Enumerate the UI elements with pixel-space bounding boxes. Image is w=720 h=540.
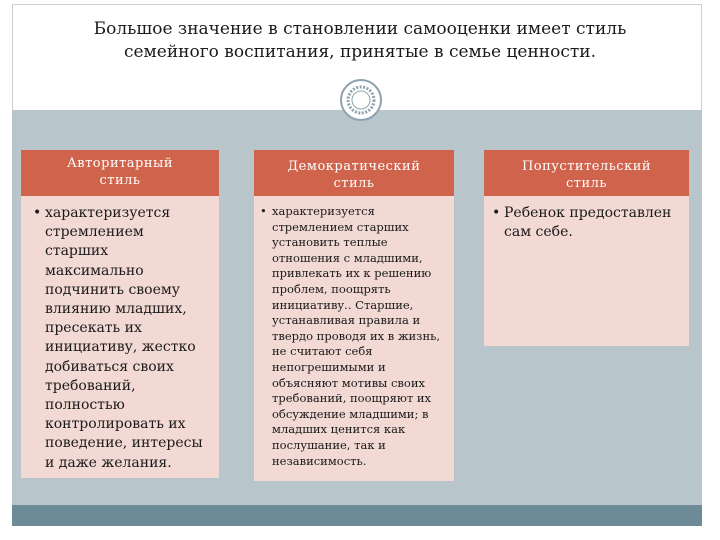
column-permissive-header [484, 150, 689, 196]
column-authoritarian [21, 150, 219, 478]
bottom-strip [12, 505, 702, 526]
column-authoritarian-title: Авторитарный [66, 156, 174, 171]
column-democratic-text: характеризуется стремлением старших установить теплые отношения с младшими, привлекать их к решению проблем, поощрять инициативу.. Старшие, устанавливая правила и твердо проводя их в жизнь, не считают себя непогрешимыми и объясняют мотивы своих требований, поощряют их обсуждение младшими; в младших ценится как послушание, так и независимость. [272, 204, 441, 468]
list-item [492, 204, 681, 242]
column-permissive [484, 150, 689, 346]
column-democratic-header [254, 150, 454, 196]
column-permissive-subtitle: стиль [566, 176, 607, 191]
column-democratic-subtitle: стиль [333, 176, 375, 191]
bullet-icon: • [492, 205, 501, 221]
column-democratic [254, 150, 454, 481]
slide-title [0, 18, 720, 64]
column-permissive-title: Попустительский [521, 159, 652, 174]
column-permissive-text: Ребенок предоставлен сам себе. [504, 205, 672, 240]
circle-ornament-icon [340, 79, 382, 121]
slide-title-line-1: Большое значение в становлении самооценки имеет стиль [93, 19, 627, 39]
bullet-icon: • [33, 205, 42, 221]
column-authoritarian-header [21, 150, 219, 196]
column-democratic-title: Демократический [287, 159, 421, 174]
list-item [260, 204, 446, 469]
column-permissive-body [484, 196, 689, 346]
column-authoritarian-body [21, 196, 219, 478]
list-item [33, 204, 211, 473]
column-authoritarian-subtitle: стиль [99, 173, 141, 188]
bullet-icon: • [260, 204, 267, 218]
column-democratic-body [254, 196, 454, 481]
slide-title-line-2: семейного воспитания, принятые в семье ценности. [123, 42, 597, 62]
column-authoritarian-text: характеризуется стремлением старших максимально подчинить своему влиянию младших, пресекать их инициативу, жестко добиваться своих требований, полностью контролировать их поведение, интересы и даже желания. [45, 205, 203, 471]
